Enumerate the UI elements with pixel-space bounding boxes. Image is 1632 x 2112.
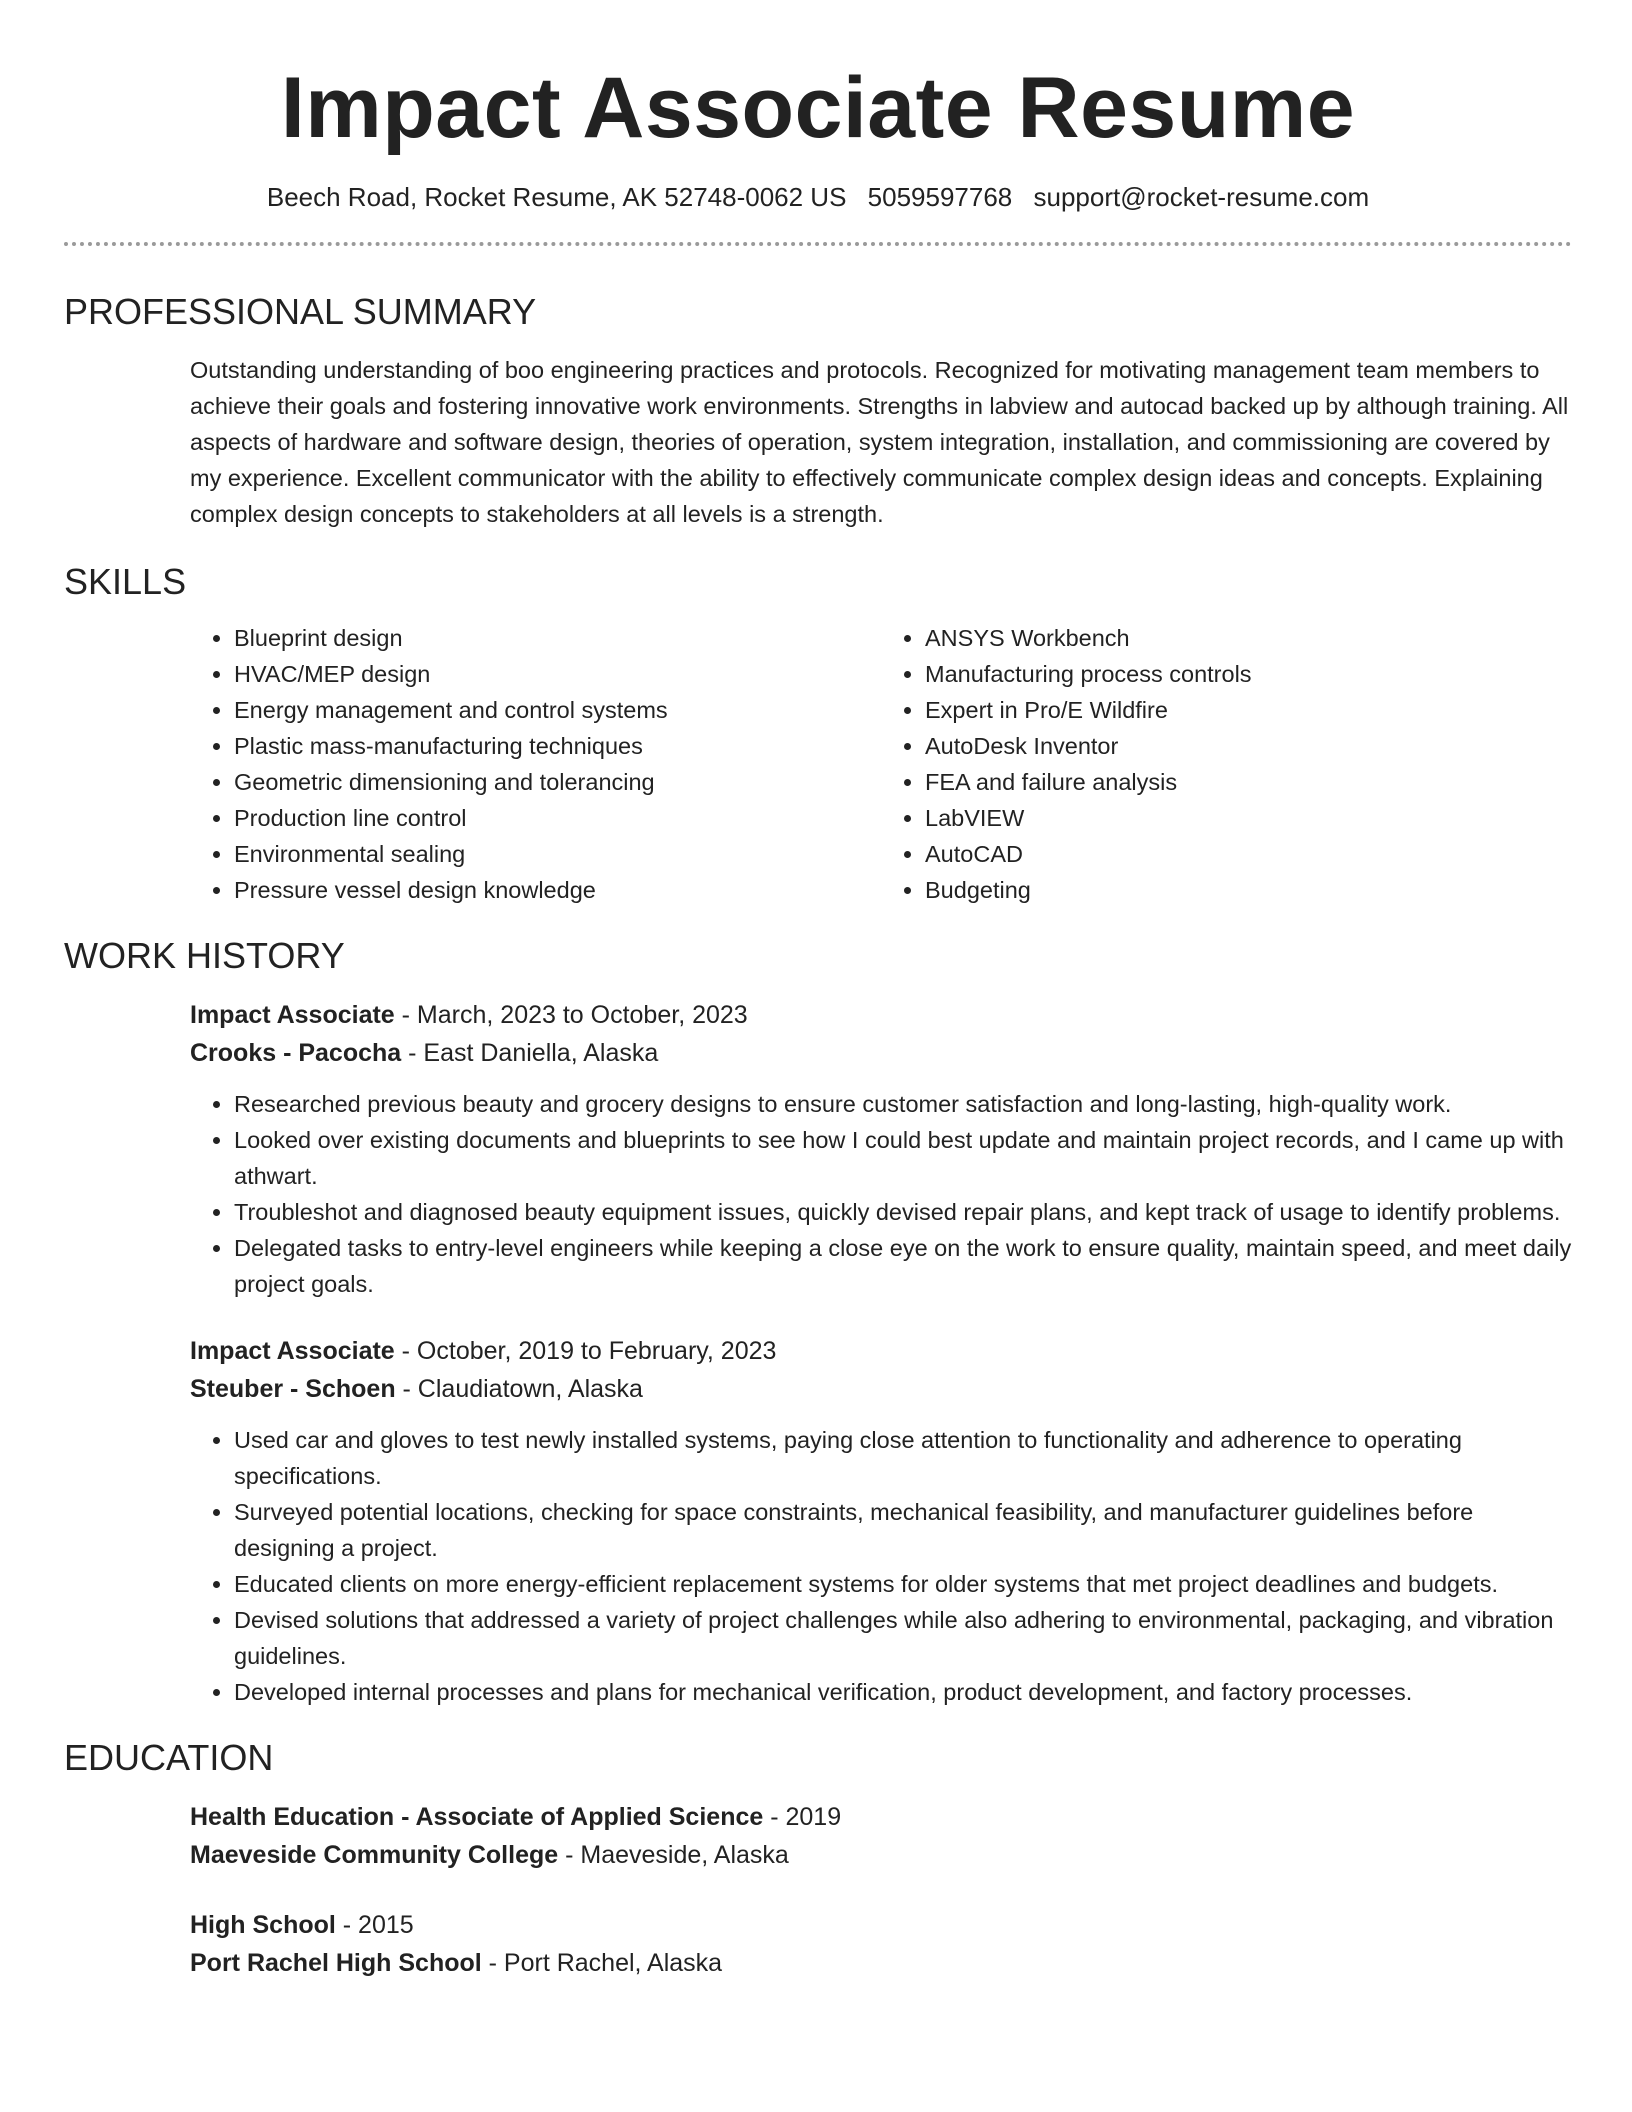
education-degree-line (190, 1798, 1572, 1836)
education-location: - Port Rachel, Alaska (481, 1949, 723, 1977)
job-role: Impact Associate (190, 1337, 395, 1365)
contact-line (64, 180, 1572, 214)
job-bullet: • Troubleshot and diagnosed beauty equipment issues, quickly devised repair plans, and kept track of usage to identify problems. (234, 1194, 1572, 1230)
skill-item: • Budgeting (925, 872, 1572, 908)
education-year: - 2015 (335, 1911, 414, 1939)
skill-item: • Manufacturing process controls (925, 656, 1572, 692)
skill-item: • AutoCAD (925, 836, 1572, 872)
job-company: Crooks - Pacocha (190, 1039, 402, 1067)
job-role: Impact Associate (190, 1001, 395, 1029)
summary-heading: PROFESSIONAL SUMMARY (64, 291, 537, 332)
summary-text: Outstanding understanding of boo engineering practices and protocols. Recognized for motivating management team members to achieve their goals and fostering innovative work environments. Strengths in labview and autocad backed up by although training. All aspects of hardware and software design, theories of operation, system integration, installation, and commissioning are covered by my experience. Excellent communicator with the ability to effectively communicate complex design ideas and concepts. Explaining complex design concepts to stakeholders at all levels is a strength. (190, 357, 1569, 527)
skill-item: • AutoDesk Inventor (925, 728, 1572, 764)
phone: 5059597768 (867, 182, 1013, 212)
skills-heading: SKILLS (64, 561, 187, 602)
job-title-line (190, 996, 1572, 1034)
skill-item: • Plastic mass-manufacturing techniques (234, 728, 881, 764)
education-degree: High School (190, 1911, 336, 1939)
skills-list (190, 620, 1572, 908)
job-company-line (190, 1034, 1572, 1072)
resume-page (64, 0, 1572, 1982)
education-year: - 2019 (763, 1803, 842, 1831)
job-entry (190, 996, 1572, 1302)
skill-item: • HVAC/MEP design (234, 656, 881, 692)
job-bullet: • Developed internal processes and plans for mechanical verification, product development, and factory processes. (234, 1674, 1572, 1710)
education-school: Maeveside Community College (190, 1841, 559, 1869)
job-bullet: • Delegated tasks to entry-level engineers while keeping a close eye on the work to ensure quality, maintain speed, and meet daily project goals. (234, 1230, 1572, 1302)
job-bullet: • Surveyed potential locations, checking for space constraints, mechanical feasibility, and manufacturer guidelines before designing a project. (234, 1494, 1572, 1566)
job-bullet: • Researched previous beauty and grocery designs to ensure customer satisfaction and long-lasting, high-quality work. (234, 1086, 1572, 1122)
job-company: Steuber - Schoen (190, 1375, 396, 1403)
skill-item: • Expert in Pro/E Wildfire (925, 692, 1572, 728)
job-bullet: • Devised solutions that addressed a variety of project challenges while also adhering to environmental, packaging, and vibration guidelines. (234, 1602, 1572, 1674)
education-entry (190, 1906, 1572, 1982)
skill-item: • LabVIEW (925, 800, 1572, 836)
skill-item: • Geometric dimensioning and tolerancing (234, 764, 881, 800)
job-title-line (190, 1332, 1572, 1370)
work-history-heading: WORK HISTORY (64, 935, 345, 976)
education-entry (190, 1798, 1572, 1874)
job-company-line (190, 1370, 1572, 1408)
education-degree: Health Education - Associate of Applied Science (190, 1803, 764, 1831)
job-dates: - March, 2023 to October, 2023 (394, 1001, 748, 1029)
email: support@rocket-resume.com (1033, 182, 1370, 212)
job-location: - East Daniella, Alaska (401, 1039, 659, 1067)
skill-item: • Environmental sealing (234, 836, 881, 872)
skills-column-right (881, 620, 1572, 908)
skill-item: • Production line control (234, 800, 881, 836)
job-bullets (190, 1086, 1572, 1302)
job-dates: - October, 2019 to February, 2023 (394, 1337, 777, 1365)
education-location: - Maeveside, Alaska (558, 1841, 789, 1869)
education-school: Port Rachel High School (190, 1949, 482, 1977)
address: Beech Road, Rocket Resume, AK 52748-0062 US (266, 182, 847, 212)
skills-column-left (190, 620, 881, 908)
skill-item: • Energy management and control systems (234, 692, 881, 728)
resume-title: Impact Associate Resume (280, 60, 1356, 156)
job-bullet: • Educated clients on more energy-efficient replacement systems for older systems that met project deadlines and budgets. (234, 1566, 1572, 1602)
job-bullets (190, 1422, 1572, 1710)
job-bullet: • Used car and gloves to test newly installed systems, paying close attention to functionality and adherence to operating specifications. (234, 1422, 1572, 1494)
job-entry (190, 1332, 1572, 1710)
education-degree-line (190, 1906, 1572, 1944)
skill-item: • Blueprint design (234, 620, 881, 656)
education-school-line (190, 1944, 1572, 1982)
job-bullet: • Looked over existing documents and blueprints to see how I could best update and maintain project records, and I came up with athwart. (234, 1122, 1572, 1194)
skill-item: • ANSYS Workbench (925, 620, 1572, 656)
header-divider (64, 242, 1572, 246)
education-school-line (190, 1836, 1572, 1874)
job-location: - Claudiatown, Alaska (395, 1375, 643, 1403)
education-heading: EDUCATION (64, 1737, 274, 1778)
skill-item: • FEA and failure analysis (925, 764, 1572, 800)
skill-item: • Pressure vessel design knowledge (234, 872, 881, 908)
